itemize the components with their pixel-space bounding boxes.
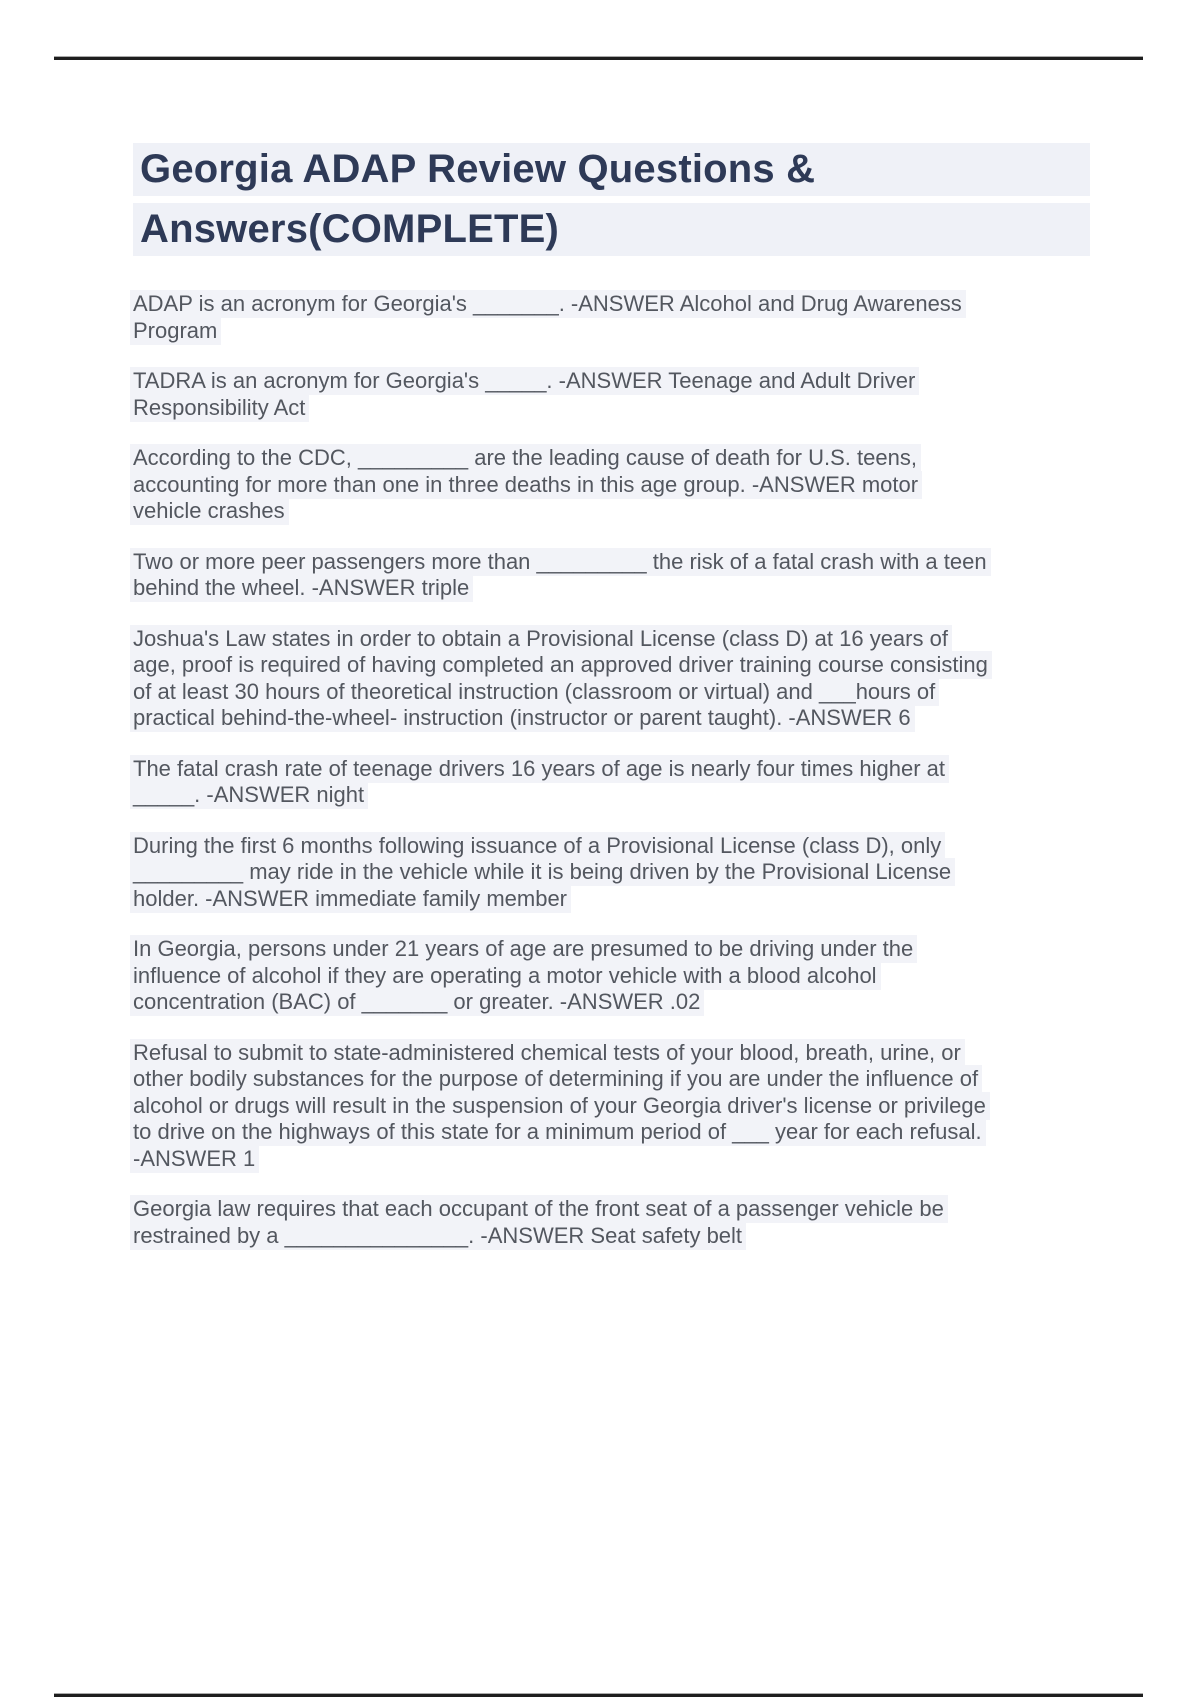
highlighted-text: _____. -ANSWER night	[130, 781, 368, 809]
text-line	[133, 782, 1143, 809]
title-line: Georgia ADAP Review Questions &	[133, 143, 1090, 196]
highlighted-text: During the first 6 months following issuance of a Provisional License (class D), only	[130, 832, 945, 860]
qa-item	[133, 756, 1143, 809]
highlighted-text: Joshua's Law states in order to obtain a Provisional License (class D) at 16 years of	[130, 625, 952, 653]
text-line	[133, 679, 1143, 706]
text-line	[133, 1223, 1143, 1250]
text-line	[133, 1093, 1143, 1120]
highlighted-text: Program	[130, 317, 221, 345]
document-content	[133, 143, 1143, 1273]
highlighted-text: to drive on the highways of this state for a minimum period of ___ year for each refusal.	[130, 1118, 986, 1146]
text-line	[133, 549, 1143, 576]
highlighted-text: practical behind-the-wheel- instruction (instructor or parent taught). -ANSWER 6	[130, 704, 915, 732]
qa-paragraphs	[133, 291, 1143, 1249]
text-line	[133, 936, 1143, 963]
highlighted-text: holder. -ANSWER immediate family member	[130, 885, 571, 913]
highlighted-text: accounting for more than one in three deaths in this age group. -ANSWER motor	[130, 471, 922, 499]
text-line	[133, 1040, 1143, 1067]
text-line	[133, 1146, 1143, 1173]
text-line	[133, 626, 1143, 653]
text-line	[133, 989, 1143, 1016]
top-rule	[54, 56, 1143, 60]
bottom-rule	[54, 1693, 1143, 1697]
text-line	[133, 472, 1143, 499]
highlighted-text: of at least 30 hours of theoretical instruction (classroom or virtual) and ___hours of	[130, 678, 939, 706]
highlighted-text: influence of alcohol if they are operating a motor vehicle with a blood alcohol	[130, 962, 881, 990]
highlighted-text: _________ may ride in the vehicle while it is being driven by the Provisional License	[130, 858, 955, 886]
highlighted-text: Two or more peer passengers more than _________ the risk of a fatal crash with a teen	[130, 548, 991, 576]
highlighted-text: concentration (BAC) of _______ or greater. -ANSWER .02	[130, 988, 704, 1016]
qa-item	[133, 549, 1143, 602]
text-line	[133, 963, 1143, 990]
qa-item	[133, 1040, 1143, 1173]
qa-item	[133, 936, 1143, 1016]
qa-item	[133, 626, 1143, 732]
highlighted-text: In Georgia, persons under 21 years of age are presumed to be driving under the	[130, 935, 917, 963]
text-line	[133, 705, 1143, 732]
highlighted-text: Refusal to submit to state-administered chemical tests of your blood, breath, urine, or	[130, 1039, 965, 1067]
text-line	[133, 291, 1143, 318]
qa-item	[133, 1196, 1143, 1249]
highlighted-text: restrained by a _______________. -ANSWER Seat safety belt	[130, 1222, 746, 1250]
text-line	[133, 575, 1143, 602]
text-line	[133, 1196, 1143, 1223]
highlighted-text: behind the wheel. -ANSWER triple	[130, 574, 473, 602]
qa-item	[133, 833, 1143, 913]
qa-item	[133, 368, 1143, 421]
text-line	[133, 318, 1143, 345]
highlighted-text: TADRA is an acronym for Georgia's _____. -ANSWER Teenage and Adult Driver	[130, 367, 919, 395]
qa-item	[133, 445, 1143, 525]
text-line	[133, 368, 1143, 395]
highlighted-text: According to the CDC, _________ are the leading cause of death for U.S. teens,	[130, 444, 921, 472]
highlighted-text: Responsibility Act	[130, 394, 309, 422]
text-line	[133, 652, 1143, 679]
highlighted-text: age, proof is required of having completed an approved driver training course consisting	[130, 651, 992, 679]
title-line: Answers(COMPLETE)	[133, 203, 1090, 256]
document-title	[133, 143, 1090, 256]
text-line	[133, 859, 1143, 886]
text-line	[133, 1119, 1143, 1146]
highlighted-text: alcohol or drugs will result in the suspension of your Georgia driver's license or privilege	[130, 1092, 990, 1120]
highlighted-text: vehicle crashes	[130, 497, 289, 525]
text-line	[133, 445, 1143, 472]
highlighted-text: -ANSWER 1	[130, 1145, 259, 1173]
highlighted-text: ADAP is an acronym for Georgia's _______. -ANSWER Alcohol and Drug Awareness	[130, 290, 966, 318]
text-line	[133, 395, 1143, 422]
text-line	[133, 886, 1143, 913]
text-line	[133, 1066, 1143, 1093]
highlighted-text: The fatal crash rate of teenage drivers 16 years of age is nearly four times higher at	[130, 755, 949, 783]
text-line	[133, 498, 1143, 525]
text-line	[133, 756, 1143, 783]
text-line	[133, 833, 1143, 860]
highlighted-text: Georgia law requires that each occupant of the front seat of a passenger vehicle be	[130, 1195, 948, 1223]
qa-item	[133, 291, 1143, 344]
highlighted-text: other bodily substances for the purpose of determining if you are under the influence of	[130, 1065, 982, 1093]
